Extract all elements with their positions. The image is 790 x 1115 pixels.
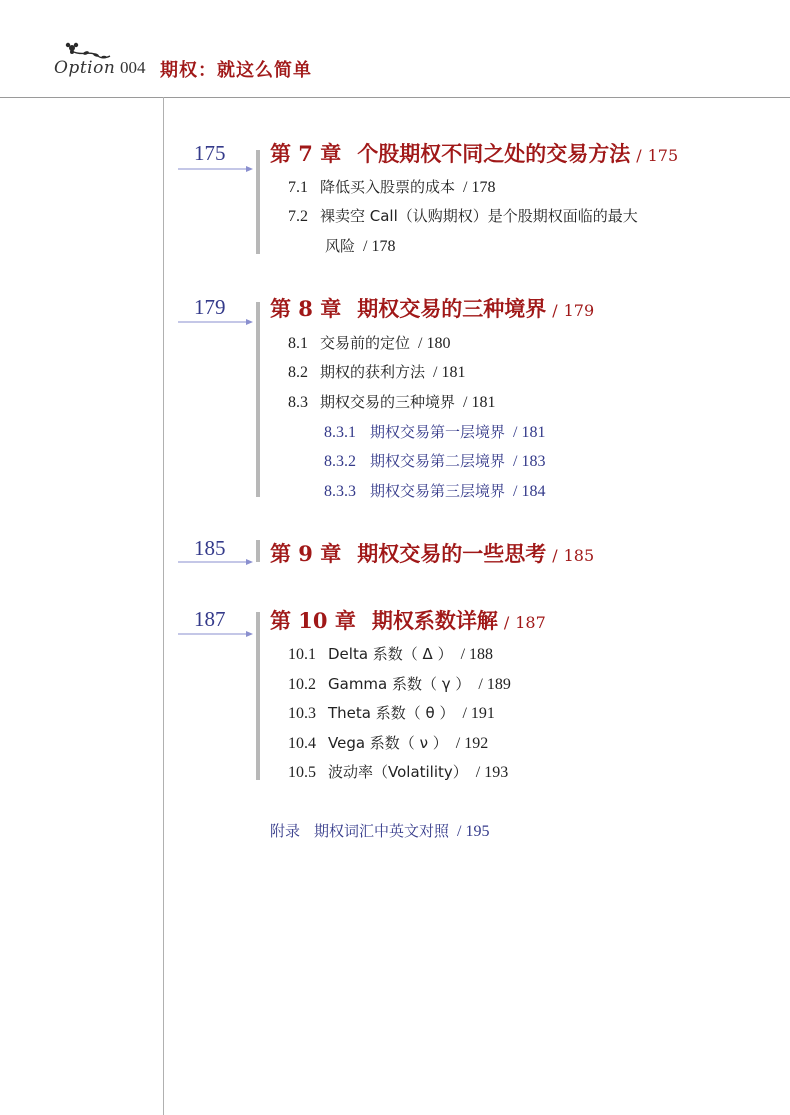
chapter-bar bbox=[256, 540, 260, 562]
section-item[interactable]: 10.3 Theta 系数（ θ ） / 191 bbox=[288, 704, 495, 722]
section-item[interactable]: 7.1 降低买入股票的成本 / 178 bbox=[288, 178, 496, 196]
chapter-title[interactable]: 第 9 章 期权交易的一些思考 / 185 bbox=[270, 541, 595, 566]
margin-page-number: 187 bbox=[194, 607, 226, 631]
chapter-name: 期权交易的一些思考 bbox=[357, 541, 547, 566]
arrow-icon bbox=[178, 165, 253, 173]
section-item[interactable]: 8.1 交易前的定位 / 180 bbox=[288, 334, 451, 352]
section-item-continued[interactable]: 风险 / 178 bbox=[325, 237, 396, 255]
chapter-page: 185 bbox=[563, 546, 595, 565]
arrow-icon bbox=[178, 630, 253, 638]
section-item[interactable]: 7.2 裸卖空 Call（认购期权）是个股期权面临的最大 bbox=[288, 207, 638, 225]
chapter-bar bbox=[256, 302, 260, 497]
chapter-name: 个股期权不同之处的交易方法 bbox=[357, 141, 631, 166]
arrow-icon bbox=[178, 558, 253, 566]
subsection-item[interactable]: 8.3.2 期权交易第二层境界 / 183 bbox=[324, 452, 546, 470]
subsection-item[interactable]: 8.3.3 期权交易第三层境界 / 184 bbox=[324, 482, 546, 500]
chapter-name: 期权交易的三种境界 bbox=[357, 296, 547, 321]
appendix-page: 195 bbox=[465, 823, 490, 840]
chapter-label: 第 10 章 bbox=[270, 608, 356, 633]
margin-page-number: 179 bbox=[194, 295, 226, 319]
arrow-icon bbox=[178, 318, 253, 326]
page-number: 004 bbox=[120, 58, 146, 77]
appendix-title: 期权词汇中英文对照 bbox=[314, 822, 450, 840]
section-item[interactable]: 8.3 期权交易的三种境界 / 181 bbox=[288, 393, 496, 411]
chapter-bar bbox=[256, 150, 260, 254]
book-title: 期权：就这么简单 bbox=[160, 60, 312, 81]
chapter-label: 第 7 章 bbox=[270, 141, 342, 166]
margin-page-number: 185 bbox=[194, 536, 226, 560]
chapter-title[interactable]: 第 8 章 期权交易的三种境界 / 179 bbox=[270, 296, 595, 321]
chapter-label: 第 8 章 bbox=[270, 296, 342, 321]
chapter-title[interactable]: 第 7 章 个股期权不同之处的交易方法 / 175 bbox=[270, 141, 679, 166]
logo-text: Option bbox=[54, 58, 116, 78]
section-item[interactable]: 10.5 波动率（Volatility） / 193 bbox=[288, 763, 509, 781]
subsection-item[interactable]: 8.3.1 期权交易第一层境界 / 181 bbox=[324, 423, 546, 441]
section-item[interactable]: 10.4 Vega 系数（ ν ） / 192 bbox=[288, 734, 489, 752]
section-item[interactable]: 10.1 Delta 系数（ Δ ） / 188 bbox=[288, 645, 494, 663]
chapter-title[interactable]: 第 10 章 期权系数详解 / 187 bbox=[270, 608, 546, 633]
appendix-label: 附录 bbox=[270, 822, 301, 840]
chapter-page: 179 bbox=[563, 301, 595, 320]
chapter-label: 第 9 章 bbox=[270, 541, 342, 566]
header-rule bbox=[0, 97, 790, 98]
margin-rule bbox=[163, 97, 164, 1115]
section-item[interactable]: 8.2 期权的获利方法 / 181 bbox=[288, 363, 466, 381]
section-item[interactable]: 10.2 Gamma 系数（ γ ） / 189 bbox=[288, 675, 511, 693]
chapter-page: 175 bbox=[647, 146, 679, 165]
appendix-entry[interactable]: 附录 期权词汇中英文对照 / 195 bbox=[270, 822, 490, 840]
chapter-bar bbox=[256, 612, 260, 780]
margin-page-number: 175 bbox=[194, 141, 226, 165]
chapter-name: 期权系数详解 bbox=[371, 608, 498, 633]
chapter-page: 187 bbox=[515, 613, 546, 632]
